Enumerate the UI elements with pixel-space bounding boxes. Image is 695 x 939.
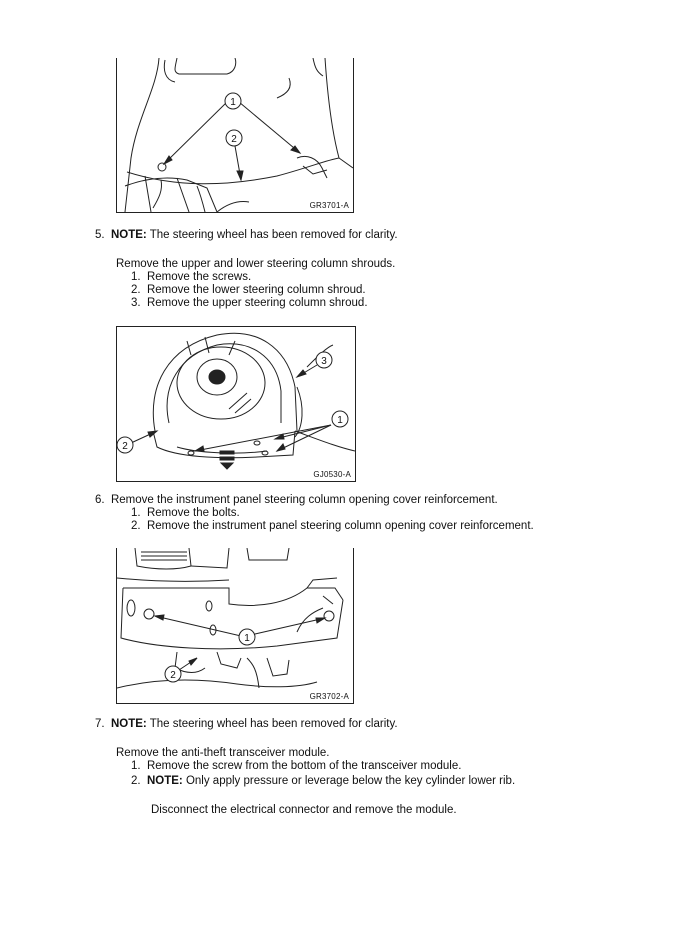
substep-text: Remove the upper steering column shroud. xyxy=(146,297,368,309)
substep-number: 2. xyxy=(131,775,141,787)
figure-gr3702 xyxy=(116,548,354,704)
step-7-note xyxy=(95,718,398,731)
step-6-substep-1 xyxy=(131,507,240,520)
figure-id: GR3701-A xyxy=(309,201,349,210)
substep-text: Remove the instrument panel steering column opening cover reinforcement. xyxy=(146,520,534,532)
note-text: The steering wheel has been removed for clarity. xyxy=(146,718,398,730)
step-5-substep-1 xyxy=(131,271,251,284)
callout-1: 1 xyxy=(230,97,236,108)
substep-number: 3. xyxy=(131,297,141,309)
note-text: The steering wheel has been removed for clarity. xyxy=(146,229,398,241)
substep-number: 2. xyxy=(131,284,141,296)
substep-text: Remove the bolts. xyxy=(146,507,240,519)
step-text: Remove the instrument panel steering column opening cover reinforcement. xyxy=(110,494,498,506)
substep-text: Only apply pressure or leverage below the key cylinder lower rib. xyxy=(182,775,516,787)
step-5-intro: Remove the upper and lower steering column shrouds. xyxy=(116,258,396,270)
note-label: NOTE: xyxy=(110,718,147,730)
callout-3: 3 xyxy=(321,356,327,367)
step-7-substep-1 xyxy=(131,760,461,773)
substep-text: Remove the screw from the bottom of the transceiver module. xyxy=(146,760,462,772)
step-number: 5. xyxy=(95,229,105,241)
step-5-substep-3 xyxy=(131,297,368,310)
instrument-panel-illustration xyxy=(117,548,353,703)
substep-number: 1. xyxy=(131,507,141,519)
steering-column-illustration-2 xyxy=(117,327,355,481)
note-label: NOTE: xyxy=(110,229,147,241)
steering-column-illustration-1 xyxy=(117,58,353,212)
note-label: NOTE: xyxy=(146,775,183,787)
callout-1: 1 xyxy=(244,633,250,644)
step-7-followup: Disconnect the electrical connector and remove the module. xyxy=(151,804,457,816)
callout-2: 2 xyxy=(170,670,176,681)
step-number: 7. xyxy=(95,718,105,730)
substep-text: Remove the lower steering column shroud. xyxy=(146,284,366,296)
callout-2: 2 xyxy=(231,134,237,145)
substep-number: 2. xyxy=(131,520,141,532)
step-7-substep-2 xyxy=(131,775,515,788)
substep-text: Remove the screws. xyxy=(146,271,252,283)
figure-id: GR3702-A xyxy=(309,692,349,701)
step-number: 6. xyxy=(95,494,105,506)
figure-gr3701 xyxy=(116,58,354,213)
step-7-intro: Remove the anti-theft transceiver module. xyxy=(116,747,330,759)
step-5-note xyxy=(95,229,398,242)
figure-id: GJ0530-A xyxy=(313,470,351,479)
substep-number: 1. xyxy=(131,760,141,772)
step-6-substep-2 xyxy=(131,520,534,533)
step-6 xyxy=(95,494,498,507)
substep-number: 1. xyxy=(131,271,141,283)
callout-2: 2 xyxy=(122,441,128,452)
figure-gj0530 xyxy=(116,326,356,482)
step-5-substep-2 xyxy=(131,284,366,297)
callout-1: 1 xyxy=(337,415,343,426)
